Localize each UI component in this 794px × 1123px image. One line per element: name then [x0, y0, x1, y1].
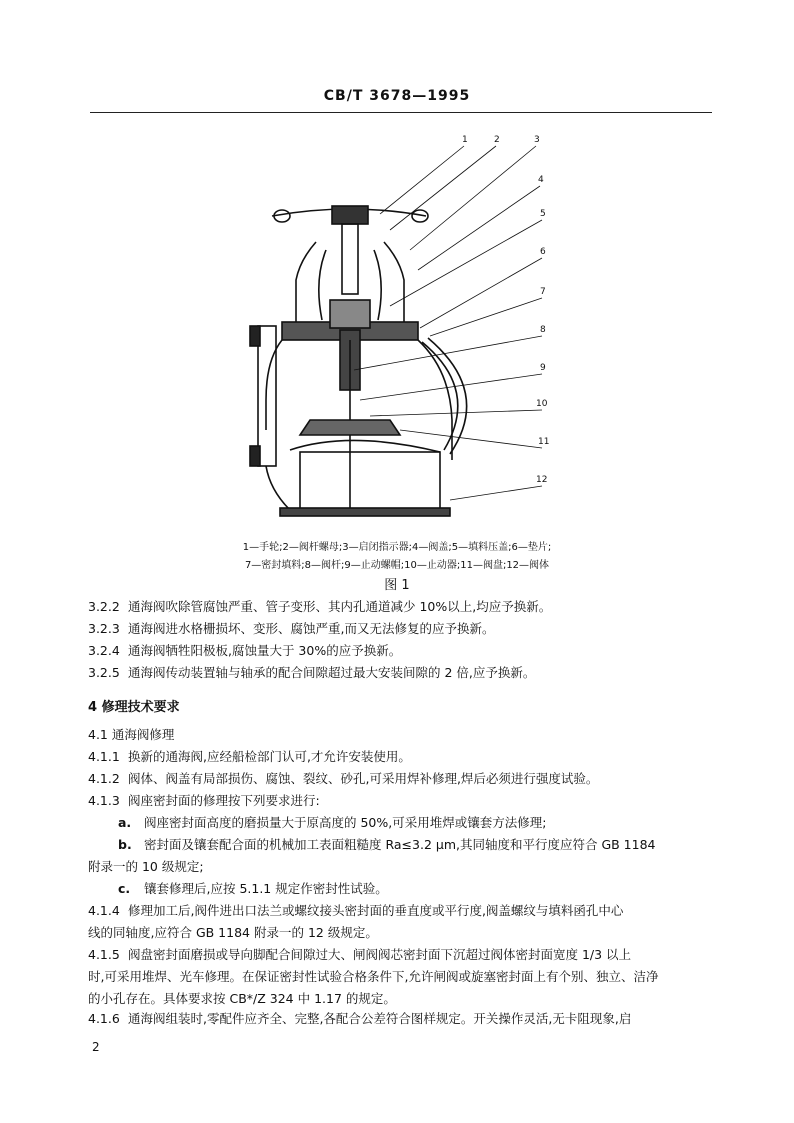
clause-3-2-2: 3.2.2 通海阀吹除管腐蚀严重、管子变形、其内孔通道减少 10%以上,均应予换新。 [88, 599, 552, 614]
callout-10: 10 [536, 399, 548, 409]
clause-4-1-3: 4.1.3 阀座密封面的修理按下列要求进行: [88, 793, 320, 808]
clause-4-1-3-c: c. 镶套修理后,应按 5.1.1 规定作密封性试验。 [118, 881, 388, 896]
figure-title: 图 1 [384, 578, 410, 593]
clause-4-1-1: 4.1.1 换新的通海阀,应经船检部门认可,才允许安装使用。 [88, 749, 411, 764]
callout-6: 6 [540, 247, 546, 257]
callout-3: 3 [534, 135, 540, 145]
callout-4: 4 [538, 175, 544, 185]
clause-4-1-5: 4.1.5 阀盘密封面磨损或导向脚配合间隙过大、闸阀阀芯密封面下沉超过阀体密封面宽度 1/3 以上 [88, 947, 632, 962]
callout-11: 11 [538, 437, 550, 447]
clause-4-1-3-a: a. 阀座密封面高度的磨损量大于原高度的 50%,可采用堆焊或镶套方法修理; [118, 815, 547, 830]
callout-7: 7 [540, 287, 546, 297]
clause-3-2-3: 3.2.3 通海阀进水格栅损坏、变形、腐蚀严重,而又无法修复的应予换新。 [88, 621, 495, 636]
clause-3-2-5: 3.2.5 通海阀传动装置轴与轴承的配合间隙超过最大安装间隙的 2 倍,应予换新。 [88, 665, 536, 680]
callout-5: 5 [540, 209, 546, 219]
page-header: CB/T 3678—1995 [323, 88, 471, 104]
figure-legend-line-2: 7—密封填料;8—阀杆;9—止动螺帽;10—止动器;11—阀盘;12—阀体 [244, 560, 550, 571]
callout-12: 12 [536, 475, 548, 485]
clause-3-2-4: 3.2.4 通海阀牺牲阳极板,腐蚀量大于 30%的应予换新。 [88, 643, 402, 658]
header-rule [90, 112, 712, 113]
clause-4-1-5-cont-2: 的小孔存在。具体要求按 CB*/Z 324 中 1.17 的规定。 [88, 991, 396, 1006]
clause-4-1-5-cont-1: 时,可采用堆焊、光车修理。在保证密封性试验合格条件下,允许闸阀或旋塞密封面上有个别、独立、洁净 [88, 969, 659, 984]
clause-4-1-4: 4.1.4 修理加工后,阀件进出口法兰或螺纹接头密封面的垂直度或平行度,阀盖螺纹与填料函孔中心 [88, 903, 624, 918]
clause-4-1-6: 4.1.6 通海阀组装时,零配件应齐全、完整,各配合公差符合图样规定。开关操作灵活,无卡阻现象,启 [88, 1011, 632, 1026]
clause-4-1-3-b-cont: 附录一的 10 级规定; [88, 859, 204, 874]
valve-diagram [230, 130, 570, 530]
callout-1: 1 [462, 135, 468, 145]
callout-9: 9 [540, 363, 546, 373]
clause-4-1-2: 4.1.2 阀体、阀盖有局部损伤、腐蚀、裂纹、砂孔,可采用焊补修理,焊后必须进行强度试验。 [88, 771, 599, 786]
figure-legend-line-1: 1—手轮;2—阀杆螺母;3—启闭指示器;4—阀盖;5—填料压盖;6—垫片; [242, 542, 552, 553]
page-number: 2 [92, 1040, 100, 1054]
callout-8: 8 [540, 325, 546, 335]
callout-2: 2 [494, 135, 500, 145]
clause-4-1-3-b: b. 密封面及镶套配合面的机械加工表面粗糙度 Ra≤3.2 μm,其同轴度和平行度应符合 GB 1184 [118, 837, 656, 852]
clause-4-1: 4.1 通海阀修理 [88, 727, 175, 742]
section-4-title: 4 修理技术要求 [88, 700, 180, 715]
clause-4-1-4-cont: 线的同轴度,应符合 GB 1184 附录一的 12 级规定。 [88, 925, 378, 940]
